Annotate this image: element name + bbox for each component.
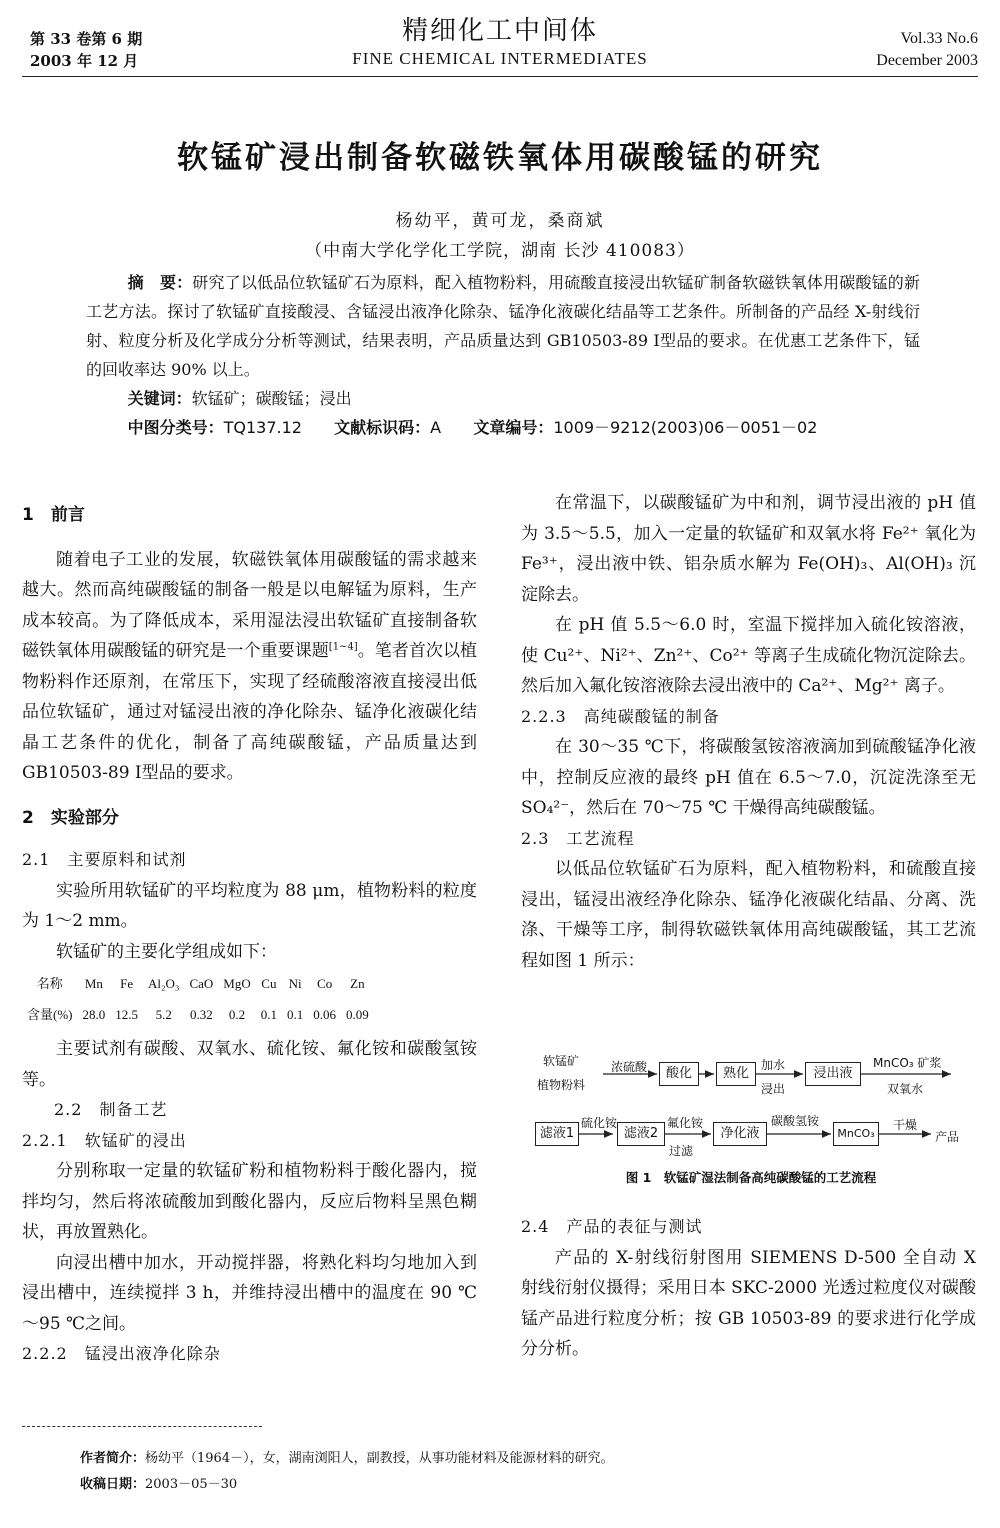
purification-paragraph-2: 在 pH 值 5.5～6.0 时，室温下搅拌加入硫化铵溶液，使 Cu²⁺、Ni²⁺、Zn²⁺、Co²⁺ 等离子生成硫化物沉淀除去。然后加入氟化铵溶液除去浸出液中的 Ca²⁺、Mg²⁺ 离子。	[521, 615, 976, 696]
abstract	[86, 268, 920, 442]
issue-date: 2003 年 12 月	[30, 52, 139, 70]
footnote	[80, 1446, 960, 1498]
composition-value-cell: 0.1	[287, 1006, 304, 1022]
section-heading-intro: 1 前言	[22, 505, 85, 525]
author-bio-text: 杨幼平（1964－），女，湖南浏阳人，副教授，从事功能材料及能源材料的研究。	[145, 1451, 614, 1466]
citation-ref: [1~4]	[328, 641, 358, 653]
subsection-flowsheet: 2.3 工艺流程	[521, 828, 635, 848]
keywords-label: 关键词：	[127, 389, 192, 408]
input-pyrolusite: 软锰矿	[543, 1054, 580, 1068]
composition-header-cell: Al₂O₃	[148, 976, 180, 991]
composition-value-cell: 0.1	[260, 1006, 277, 1022]
keywords-text: 软锰矿；碳酸锰；浸出	[191, 389, 352, 408]
intro-text: 随着电子工业的发展，软磁铁氧体用碳酸锰的需求越来越大。然而高纯碳酸锰的制备一般是以电解锰为原料，生产成本较高。为了降低成本，采用湿法浸出软锰矿直接制备软磁铁氧体用碳酸锰的研究是一个重要课题	[22, 549, 477, 661]
doc-code: A	[430, 418, 442, 437]
composition-value-cell: 0.06	[313, 1006, 336, 1022]
composition-value-cell: 0.32	[190, 1006, 213, 1022]
composition-header-cell: Zn	[350, 976, 365, 991]
classification	[86, 413, 920, 442]
composition-header-cell: MgO	[223, 976, 251, 991]
intro-paragraph	[22, 545, 477, 789]
composition-value-cell: 5.2	[155, 1006, 172, 1022]
reagent-ammonium-fluoride: 氟化铵	[667, 1116, 704, 1130]
composition-header-cell: Co	[317, 976, 333, 991]
received-date-label: 收稿日期：	[80, 1477, 146, 1492]
subsection-characterization: 2.4 产品的表征与测试	[521, 1217, 703, 1236]
paper-title: 软锰矿浸出制备软磁铁氧体用碳酸锰的研究	[177, 140, 823, 176]
box-purified-solution: 净化液	[713, 1122, 767, 1146]
composition-header-cell: 名称	[36, 976, 63, 991]
section-heading-experimental: 2 实验部分	[22, 807, 119, 828]
journal-name-zh: 精细化工中间体	[401, 16, 598, 46]
right-column-lower	[521, 1212, 976, 1365]
box-filtrate-1: 滤液1	[535, 1122, 579, 1146]
reagent-h2o2: 双氧水	[887, 1082, 924, 1096]
composition-header-cell: Cu	[261, 976, 277, 991]
composition-table	[22, 969, 374, 1030]
reagent-mnco3-slurry: MnCO₃ 矿浆	[873, 1056, 942, 1070]
process-flow-figure	[521, 1048, 981, 1188]
received-date	[80, 1472, 960, 1498]
issue-info	[30, 28, 142, 72]
composition-header-row	[22, 969, 374, 1000]
subsection-process: 2.2 制备工艺	[54, 1100, 168, 1119]
step-leach: 浸出	[761, 1082, 786, 1096]
header-rule	[22, 76, 978, 77]
intro-text-cont: 。笔者首次以植物粉料作还原剂，在常压下，实现了经硫酸溶液直接浸出低品位软锰矿，通过对锰浸出液的净化除杂、锰净化液碳化结晶工艺条件的优化，制备了高纯碳酸锰，产品质量达到 GB10503-89 Ⅰ型品的要求。	[22, 641, 478, 783]
composition-value-cell: 28.0	[82, 1006, 106, 1022]
composition-value-cell: 0.2	[228, 1006, 246, 1022]
footnote-rule	[22, 1426, 262, 1427]
composition-header-cell: CaO	[189, 976, 214, 991]
leaching-paragraph-2: 向浸出槽中加水，开动搅拌器，将熟化料均匀地加入到浸出槽中，连续搅拌 3 h，并维持浸出槽中的温度在 90 ℃～95 ℃之间。	[22, 1252, 477, 1334]
subsection-carbonate-prep: 2.2.3 高纯碳酸锰的制备	[521, 706, 720, 726]
box-mnco3: MnCO₃	[833, 1122, 879, 1146]
volume-issue-en: Vol.33 No.6	[900, 30, 978, 47]
author-bio-label: 作者简介：	[80, 1451, 146, 1466]
characterization-paragraph: 产品的 X-射线衍射图用 SIEMENS D-500 全自动 X 射线衍射仪摄得；采用日本 SKC-2000 光透过粒度仪对碳酸锰产品进行粒度分析；按 GB 10503-89 的要求进行化学成分分析。	[521, 1247, 976, 1359]
composition-header-cell: Ni	[288, 976, 302, 991]
clc-number: TQ137.12	[223, 418, 302, 437]
volume-issue: 第 33 卷第 6 期	[30, 30, 143, 48]
composition-value-cell: 12.5	[115, 1006, 138, 1022]
composition-value-cell: 含量(%)	[27, 1006, 73, 1022]
input-plant-powder: 植物粉料	[537, 1078, 586, 1092]
box-filtrate-2: 滤液2	[617, 1122, 665, 1146]
journal-name-en: FINE CHEMICAL INTERMEDIATES	[352, 49, 648, 68]
box-acidify: 酸化	[659, 1062, 699, 1086]
received-date-value: 2003－05－30	[145, 1477, 238, 1492]
journal-title	[300, 14, 700, 70]
leaching-paragraph-1: 分别称取一定量的软锰矿粉和植物粉料于酸化器内，搅拌均匀，然后将浓硫酸加到酸化器内，反应后物料呈黑色糊状，再放置熟化。	[22, 1161, 477, 1242]
subsection-leaching: 2.2.1 软锰矿的浸出	[22, 1130, 187, 1150]
issue-info-en	[876, 28, 978, 72]
subsection-materials: 2.1 主要原料和试剂	[22, 850, 187, 869]
materials-paragraph: 实验所用软锰矿的平均粒度为 88 μm，植物粉料的粒度为 1～2 mm。	[22, 880, 477, 931]
carbonate-prep-paragraph: 在 30～35 ℃下，将碳酸氢铵溶液滴加到硫酸锰净化液中，控制反应液的最终 pH 值在 6.5～7.0，沉淀洗涤至无 SO₄²⁻，然后在 70～75 ℃ 干燥得高纯碳酸锰。	[521, 737, 976, 818]
reagent-sulfuric-acid: 浓硫酸	[611, 1060, 648, 1074]
subsection-purification: 2.2.2 锰浸出液净化除杂	[22, 1344, 221, 1363]
left-column	[22, 500, 477, 1370]
purification-paragraph-1: 在常温下，以碳酸锰矿为中和剂，调节浸出液的 pH 值为 3.5～5.5，加入一定量的软锰矿和双氧水将 Fe²⁺ 氧化为 Fe³⁺，浸出液中铁、铝杂质水解为 Fe(OH)₃、Al(OH)₃ 沉淀除去。	[521, 493, 976, 605]
output-product: 产品	[935, 1130, 960, 1144]
abstract-text: 研究了以低品位软锰矿石为原料，配入植物粉料，用硫酸直接浸出软锰矿制备软磁铁氧体用碳酸锰的新工艺方法。探讨了软锰矿直接酸浸、含锰浸出液净化除杂、锰净化液碳化结晶等工艺条件。所制备的产品经 X-射线衍射、粒度分析及化学成分分析等测试，结果表明，产品质量达到 GB10503-89 Ⅰ型品的要求。在优惠工艺条件下，锰的回收率达 90% 以上。	[86, 273, 920, 379]
abstract-label: 摘 要：	[127, 273, 193, 292]
keywords	[86, 384, 920, 413]
reagent-water: 加水	[761, 1058, 786, 1072]
flowsheet-paragraph: 以低品位软锰矿石为原料，配入植物粉料，和硫酸直接浸出，锰浸出液经净化除杂、锰净化液碳化结晶、分离、洗涤、干燥等工序，制得软磁铁氧体用高纯碳酸锰，其工艺流程如图 1 所示：	[521, 859, 976, 971]
authors: 杨幼平，黄可龙，桑商斌	[395, 211, 605, 231]
composition-header-cell: Mn	[84, 976, 103, 991]
composition-header-cell: Fe	[120, 976, 134, 991]
composition-value-cell: 0.09	[346, 1006, 369, 1022]
article-number-label: 文章编号：	[473, 418, 554, 437]
step-dry: 干燥	[893, 1118, 918, 1132]
composition-value-row	[22, 1000, 374, 1031]
reagent-ammonium-bicarbonate: 碳酸氢铵	[771, 1114, 820, 1128]
figure-caption: 图 1 软锰矿湿法制备高纯碳酸锰的工艺流程	[625, 1170, 877, 1185]
issue-date-en: December 2003	[876, 52, 978, 69]
composition-intro: 软锰矿的主要化学组成如下：	[56, 941, 277, 962]
article-number: 1009－9212(2003)06－0051－02	[553, 418, 818, 437]
step-filter: 过滤	[669, 1144, 694, 1158]
right-column	[521, 488, 976, 976]
box-leachate: 浸出液	[805, 1062, 861, 1086]
box-cure: 熟化	[716, 1062, 756, 1086]
author-bio	[80, 1446, 960, 1472]
affiliation: （中南大学化学化工学院，湖南 长沙 410083）	[305, 241, 695, 261]
reagents-paragraph: 主要试剂有碳酸、双氧水、硫化铵、氟化铵和碳酸氢铵等。	[22, 1039, 477, 1090]
clc-label: 中图分类号：	[127, 418, 224, 437]
reagent-ammonium-sulfide: 硫化铵	[581, 1116, 618, 1130]
doc-code-label: 文献标识码：	[334, 418, 431, 437]
